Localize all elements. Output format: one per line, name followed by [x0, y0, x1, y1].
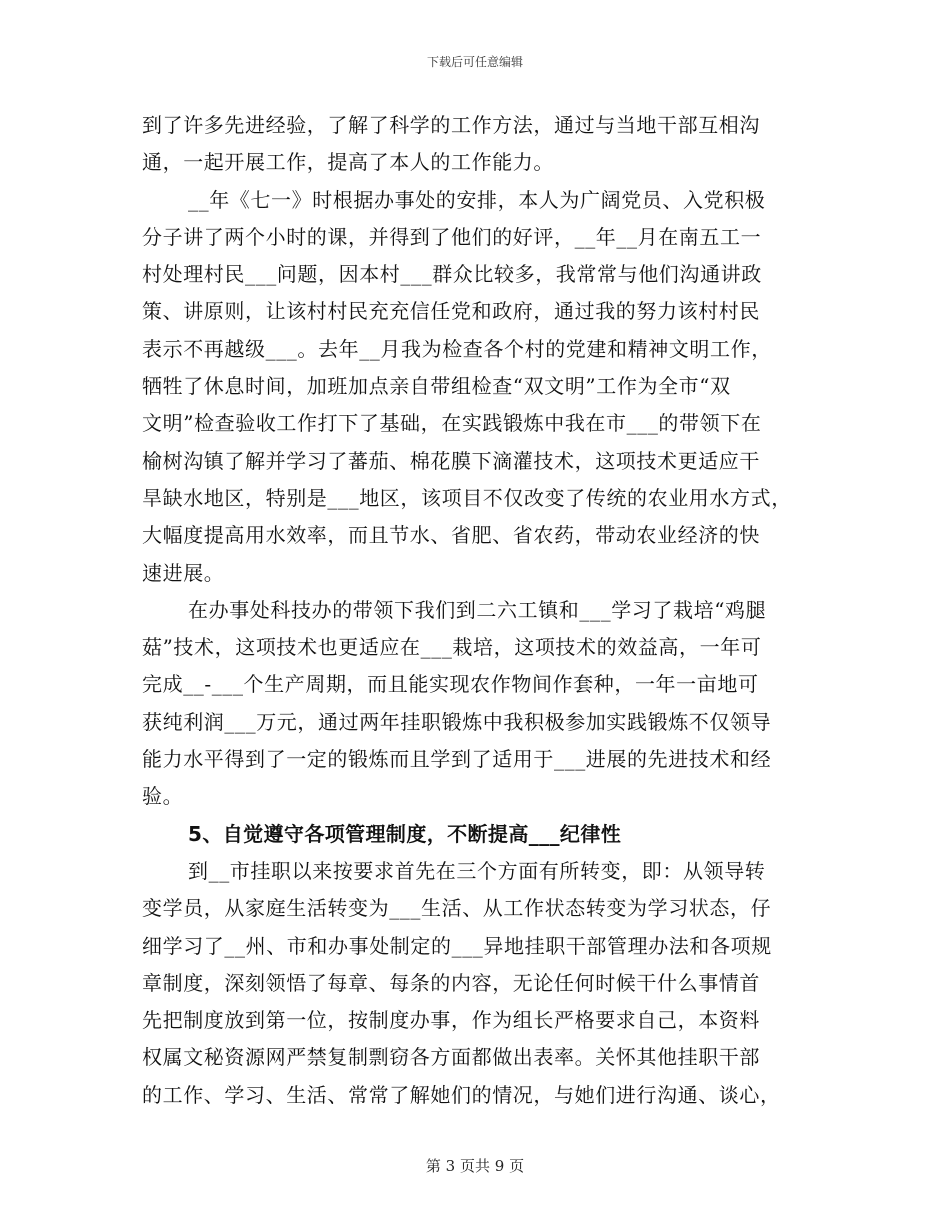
body-line: 变学员，从家庭生活转变为___生活、从工作状态转变为学习状态，仔 [142, 896, 772, 921]
paragraph-start-line: 在办事处科技办的带领下我们到二六工镇和___学习了栽培“鸡腿 [188, 597, 767, 622]
body-line: 完成__-___个生产周期，而且能实现农作物间作套种，一年一亩地可 [142, 672, 759, 697]
body-line: 能力水平得到了一定的锻炼而且学到了适用于___进展的先进技术和经 [142, 747, 772, 772]
body-line: 到了许多先进经验，了解了科学的工作方法，通过与当地干部互相沟 [142, 113, 760, 137]
body-line: 章制度，深刻领悟了每章、每条的内容，无论任何时候干什么事情首 [142, 970, 760, 995]
body-line: 村处理村民___问题，因本村___群众比较多，我常常与他们沟通讲政 [142, 262, 762, 287]
body-line: 速进展。 [142, 560, 225, 585]
body-line: 牺牲了休息时间，加班加点亲自带组检查“双文明”工作为全市“双 [142, 374, 731, 399]
body-line: 策、讲原则，让该村村民充充信任党和政府，通过我的努力该村村民 [142, 299, 760, 324]
body-line: 菇”技术，这项技术也更适应在___栽培，这项技术的效益高，一年可 [142, 635, 762, 660]
body-line: 表示不再越级___。去年__月我为检查各个村的党建和精神文明工作， [142, 336, 772, 361]
paragraph-start-line: 到__市挂职以来按要求首先在三个方面有所转变，即：从领导转 [188, 858, 766, 883]
document-body [142, 107, 822, 1114]
body-line: 分子讲了两个小时的课，并得到了他们的好评，__年__月在南五工一 [142, 224, 762, 249]
body-line: 验。 [142, 784, 184, 809]
body-line: 先把制度放到第一位，按制度办事，作为组长严格要求自己，本资料 [142, 1008, 760, 1033]
body-line: 榆树沟镇了解并学习了蕃茄、棉花膜下滴灌技术，这项技术更适应干 [142, 448, 760, 473]
body-line: 获纯利润___万元，通过两年挂职锻炼中我积极参加实践锻炼不仅领导 [142, 709, 772, 734]
page-number-footer: 第 3 页共 9 页 [425, 1157, 525, 1175]
body-line: 权属文秘资源网严禁复制剽窃各方面都做出表率。关怀其他挂职干部 [142, 1045, 760, 1070]
body-line: 通，一起开展工作，提高了本人的工作能力。 [142, 150, 554, 175]
paragraph-start-line: __年《七一》时根据办事处的安排，本人为广阔党员、入党积极 [188, 187, 766, 212]
body-line: 文明”检查验收工作打下了基础，在实践锻炼中我在市___的带领下在 [142, 411, 762, 436]
section-heading: 5、自觉遵守各项管理制度，不断提高___纪律性 [188, 821, 622, 846]
body-line: 的工作、学习、生活、常常了解她们的情况，与她们进行沟通、谈心， [142, 1082, 781, 1107]
body-line: 细学习了__州、市和办事处制定的___异地挂职干部管理办法和各项规 [142, 933, 772, 958]
body-line: 大幅度提高用水效率，而且节水、省肥、省农药，带动农业经济的快 [142, 523, 760, 548]
page-header: 下载后可任意编辑 [426, 55, 523, 69]
body-line: 旱缺水地区，特别是___地区，该项目不仅改变了传统的农业用水方式， [142, 485, 792, 510]
